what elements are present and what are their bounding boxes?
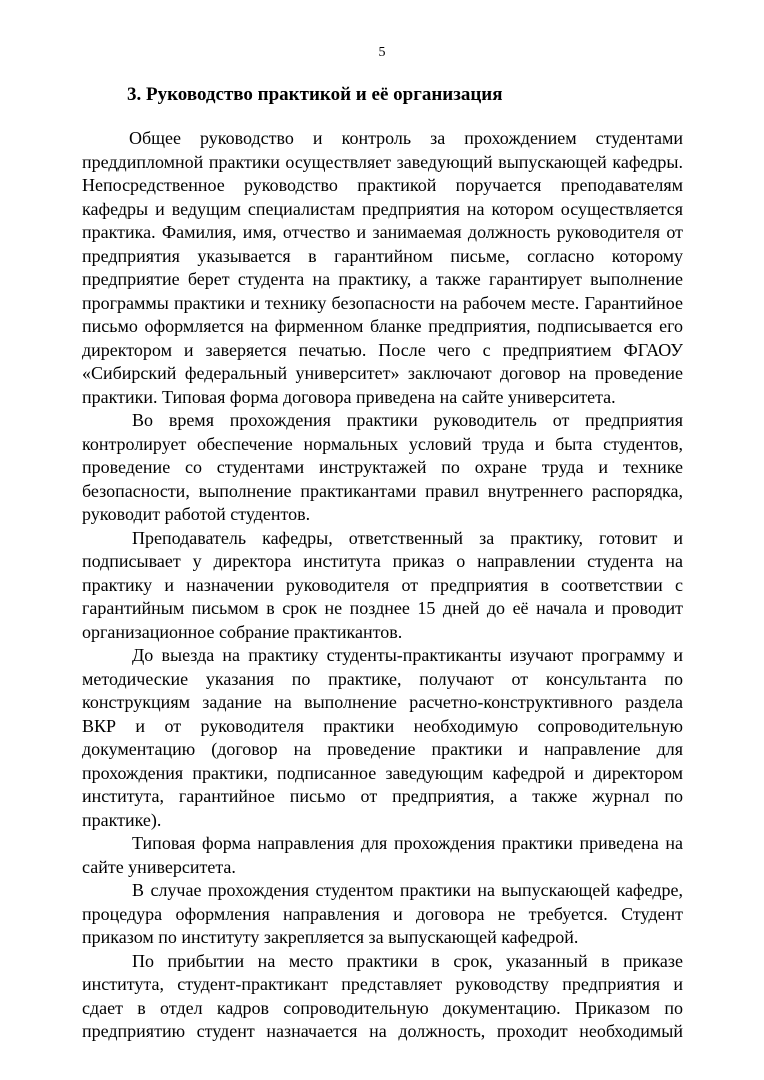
text-line: института, гарантийное письмо от предприятия, а также журнал по [82, 786, 683, 806]
text-line: института, студент-практикант представляет руководству предприятия и [82, 974, 683, 994]
text-line: методические указания по практике, получают от консультанта по [82, 668, 683, 689]
text-line: конструкциям задание на выполнение расчетно-конструктивного раздела [82, 692, 683, 712]
text-line: Непосредственное руководство практикой поручается преподавателям [82, 175, 683, 195]
text-line: директором и заверяется печатью. После чего с предприятием ФГАОУ [82, 339, 683, 360]
text-line: Во время прохождения практики руководитель от предприятия [132, 410, 683, 430]
paragraph-supervisor-duties [82, 409, 683, 527]
text-line: предприятию студент назначается на должность, проходит необходимый [82, 1021, 683, 1041]
text-line: контролирует обеспечение нормальных условий труда и быта студентов, [82, 433, 683, 454]
text-line: сайте университета. [82, 856, 236, 877]
paragraph-department-teacher [82, 527, 683, 645]
text-line: практику и назначении руководителя от предприятия в соответствии с [82, 574, 683, 595]
text-line: ВКР и от руководителя практики необходимую сопроводительную [82, 715, 683, 736]
text-line: Типовая форма направления для прохождения практики приведена на [132, 833, 683, 853]
text-line: практика. Фамилия, имя, отчество и занимаемая должность руководителя от [82, 222, 683, 242]
text-line: гарантийным письмом в срок не позднее 15 дней до её начала и проводит [82, 598, 683, 618]
text-line: письмо оформляется на фирменном бланке предприятия, подписывается его [82, 316, 683, 336]
text-line: «Сибирский федеральный университет» заключают договор на проведение [82, 363, 683, 383]
text-line: процедура оформления направления и договора не требуется. Студент [82, 903, 683, 924]
text-line: практике). [82, 809, 162, 830]
paragraph-arrival [82, 950, 683, 1044]
text-line: программы практики и технику безопасности на рабочем месте. Гарантийное [82, 292, 683, 313]
text-line: преддипломной практики осуществляет заведующий выпускающей кафедры. [82, 151, 683, 172]
text-line: Общее руководство и контроль за прохождением студентами [129, 128, 683, 148]
paragraph-general-management [82, 127, 683, 409]
text-line: До выезда на практику студенты-практиканты изучают программу и [132, 645, 683, 665]
section-heading: 3. Руководство практикой и её организация [127, 84, 503, 105]
text-line: приказом по институту закрепляется за выпускающей кафедрой. [82, 927, 579, 947]
text-line: практики. Типовая форма договора приведена на сайте университета. [82, 386, 616, 407]
body-text [82, 127, 683, 1044]
paragraph-department-practice [82, 879, 683, 950]
text-line: предприятия указывается в гарантийном письме, согласно которому [82, 245, 683, 266]
page-number: 5 [378, 45, 386, 60]
text-line: сдает в отдел кадров сопроводительную документацию. Приказом по [82, 997, 683, 1018]
text-line: предприятие берет студента на практику, а также гарантирует выполнение [82, 269, 683, 289]
text-line: По прибытии на место практики в срок, указанный в приказе [132, 950, 683, 971]
paragraph-referral-form [82, 832, 683, 879]
text-line: В случае прохождения студентом практики на выпускающей кафедре, [132, 880, 683, 900]
text-line: подписывает у директора института приказ о направлении студента на [82, 551, 683, 571]
text-line: проведение со студентами инструктажей по охране труда и технике [82, 457, 683, 477]
text-line: организационное собрание практикантов. [82, 621, 403, 642]
text-line: безопасности, выполнение практикантами правил внутреннего распорядка, [82, 480, 683, 501]
text-line: кафедры и ведущим специалистам предприятия на котором осуществляется [82, 198, 683, 219]
text-line: документацию (договор на проведение практики и направление для [82, 739, 683, 759]
text-line: Преподаватель кафедры, ответственный за практику, готовит и [132, 527, 683, 548]
text-line: прохождения практики, подписанное заведующим кафедрой и директором [82, 762, 683, 783]
text-line: руководит работой студентов. [82, 504, 311, 524]
paragraph-before-departure [82, 644, 683, 832]
